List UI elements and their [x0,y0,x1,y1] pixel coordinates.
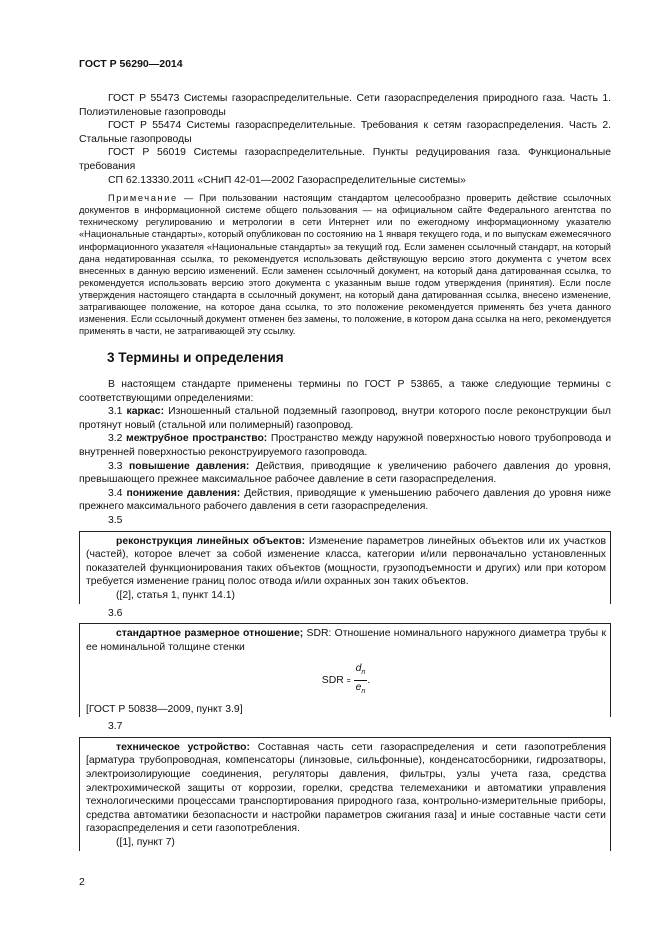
reference-item: ГОСТ Р 55474 Системы газораспределительные. Требования к сетям газораспределения. Часть 2. Стальные газопроводы [79,120,611,145]
term-name: понижение давления: [126,487,241,499]
reference-item: ГОСТ Р 56019 Системы газораспределительные. Пункты редуцирования газа. Функциональные требования [79,147,611,172]
term-name: межтрубное пространство: [126,433,268,445]
term-3-2 [79,432,611,459]
formula-numerator: $d_n$ [354,662,368,681]
term-definition: SDR: Отношение номинального наружного диаметра трубы к ее номинальной толщине стенки [86,628,606,653]
term-name: реконструкция линейных объектов: [116,535,306,547]
term-3-7 [86,741,606,836]
formula-equals: = [346,678,351,686]
section-title: 3 Термины и определения [107,350,284,365]
term-source: ([2], статья 1, пункт 14.1) [116,589,235,601]
normative-references [79,92,611,337]
term-number: 3.3 [108,460,129,472]
sdr-formula [86,662,606,698]
term-number-3-7: 3.7 [108,721,123,733]
term-box-3-7 [79,737,611,851]
term-box-3-5 [79,531,611,604]
term-3-3 [79,460,611,487]
formula-period: . [367,675,371,687]
term-definition: Действия, приводящие к увеличению рабочего давления до уровня, превышающего прежнее максимальное рабочее давление в сети газораспределения. [79,460,611,486]
formula-fraction [354,662,371,698]
note-label: Примечание [108,193,178,204]
term-name: каркас: [126,406,165,418]
term-3-6 [86,627,606,654]
term-number: 3.2 [108,433,127,445]
formula-lhs: SDR [321,675,344,687]
term-box-3-6 [79,623,611,717]
document-header: ГОСТ Р 56290—2014 [79,58,183,70]
terms-section [79,378,611,851]
page-number: 2 [79,876,85,888]
reference-item: ГОСТ Р 55473 Системы газораспределительные. Сети газораспределения природного газа. Часть 1. Полиэтиленовые газопроводы [79,93,611,118]
term-definition: Изношенный стальной подземный газопровод, внутри которого после реконструкции был протянут новый (стальной или полимерный) газопровод. [79,406,611,431]
term-source: ([1], пункт 7) [116,836,175,848]
term-number-3-5: 3.5 [108,514,123,526]
term-definition: Изменение параметров линейных объектов или их участков (частей), которое влечет за собой изменение класса, категории и/или первоначально установленных показателей функционирования таких объектов (мощности, грузоподъемности и других) или при котором требуется изменение границ полос отвода и/или охранных зон таких объектов. [86,535,606,588]
term-name: стандартное размерное отношение; [116,628,304,640]
term-definition: Пространство между наружной поверхностью нового трубопровода и внутренней поверхностью реконструируемого газопровода. [79,433,611,458]
term-name: техническое устройство: [116,741,250,753]
term-number: 3.4 [108,487,127,499]
section-intro: В настоящем стандарте применены термины по ГОСТ Р 53865, а также следующие термины с соответствующими определениями: [79,379,611,404]
term-source: [ГОСТ Р 50838—2009, пункт 3.9] [86,703,243,715]
term-definition: Действия, приводящие к уменьшению рабочего давления до уровня ниже прежнего максимального рабочего давления в сети газораспределения. [79,487,611,513]
formula-denominator: $e_n$ [355,681,366,696]
term-number: 3.1 [108,406,127,418]
term-number-3-6: 3.6 [108,607,123,619]
note-paragraph [79,192,611,337]
term-definition: Составная часть сети газораспределения и сети газопотребления [арматура трубопроводная, компенсаторы (линзовые, сильфонные), конденсатосборники, гидрозатворы, электроизолирующие соединения, регуляторы давления, фильтры, узлы учета газа, средства электрохимической защиты от коррозии, горелки, средства телемеханики и автоматики управления технологическими процессами транспортирования природного газа, контрольно-измерительные приборы, средства автоматики безопасности и настройки параметров сжигания газа] и иные составные части сети газораспределения и сети газопотребления. [86,741,606,835]
note-text: — При пользовании настоящим стандартом целесообразно проверить действие ссылочных документов в информационной системе общего пользования — на официальном сайте Федерального агентства по техническому регулированию и метрологии в сети Интернет или по ежегодному информационному указателю «Национальные стандарты», который опубликован по состоянию на 1 января текущего года, и по выпускам ежемесячного информационного указателя «Национальные стандарты» за текущий год. Если заменен ссылочный стандарт, на который дана недатированная ссылка, то рекомендуется использовать действующую версию этого документа с учетом всех внесенных в данную версию изменений. Если заменен ссылочный документ, на который дана датированная ссылка, то рекомендуется использовать версию этого документа с указанным выше годом утверждения (принятия). Если после утверждения настоящего стандарта в ссылочный документ, на который дана датированная ссылка, внесено изменение, затрагивающее положение, на которое дана ссылка, то это положение рекомендуется применять без учета данного изменения. Если ссылочный документ отменен без замены, то положение, в котором дана ссылка на него, рекомендуется применять в части, не затрагивающей эту ссылку. [79,193,611,337]
term-3-5 [86,535,606,589]
term-name: повышение давления: [128,460,250,472]
reference-item: СП 62.13330.2011 «СНиП 42-01—2002 Газораспределительные системы» [108,174,466,186]
term-3-4 [79,487,611,514]
term-3-1 [79,405,611,432]
